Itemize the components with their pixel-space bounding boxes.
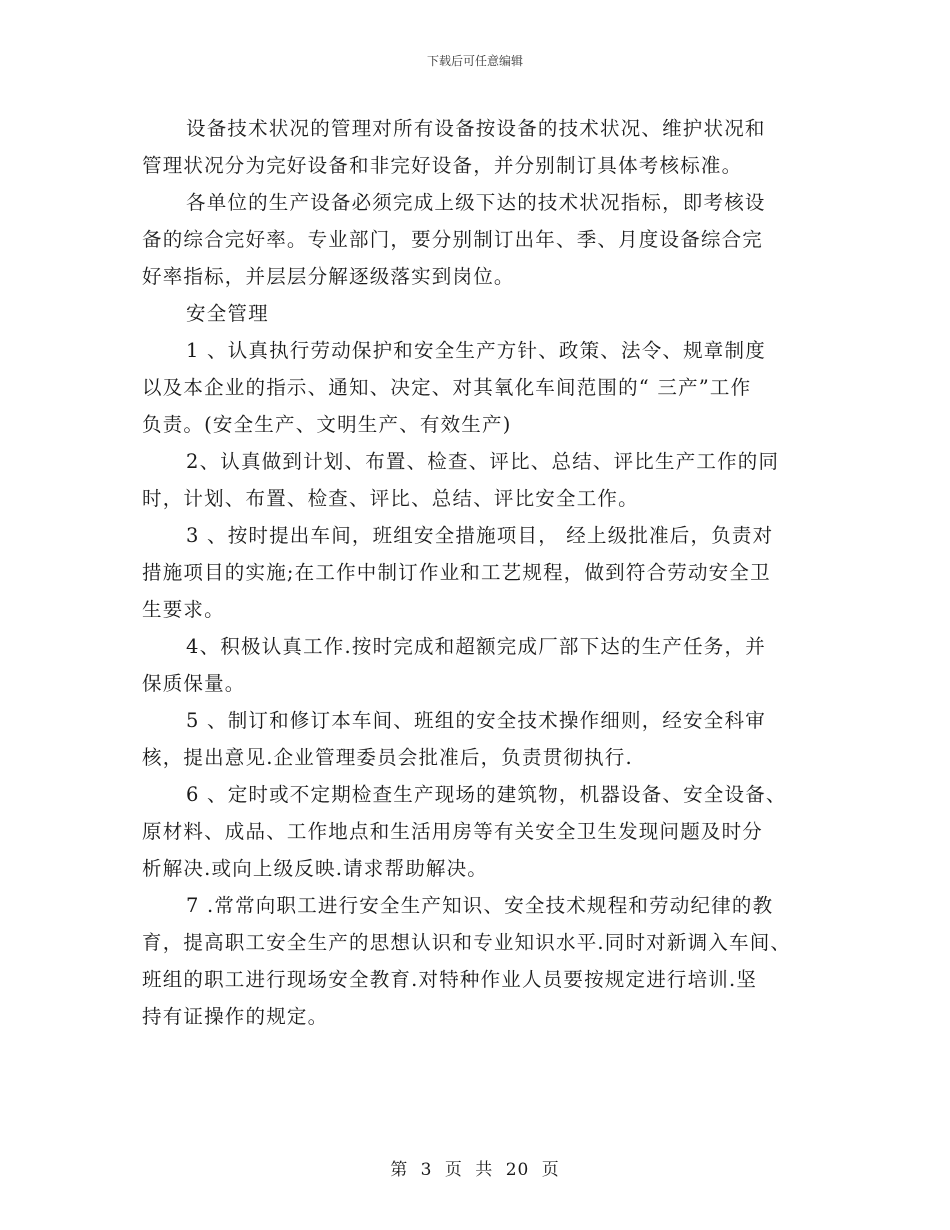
text-line: 管理状况分为完好设备和非完好设备，并分别制订具体考核标准。 <box>142 154 743 177</box>
text-line: 3 、按时提出车间，班组安全措施项目， 经上级批准后，负责对 <box>186 524 774 547</box>
footer-total-pages: 20 <box>505 1160 530 1180</box>
text-line: 育，提高职工安全生产的思想认识和专业知识水平.同时对新调入车间、 <box>142 931 792 954</box>
footer-prefix: 第 <box>390 1160 409 1180</box>
text-line: 4、积极认真工作.按时完成和超额完成厂部下达的生产任务，并 <box>186 635 766 658</box>
footer-page-number: 3 <box>420 1160 433 1180</box>
footer-suffix: 页 <box>541 1160 560 1180</box>
text-line: 析解决.或向上级反映.请求帮助解决。 <box>142 857 488 880</box>
text-line: 设备技术状况的管理对所有设备按设备的技术状况、维护状况和 <box>186 117 766 140</box>
text-line: 安全管理 <box>186 302 269 325</box>
text-line: 负责。(安全生产、文明生产、有效生产) <box>142 413 512 436</box>
text-line: 生要求。 <box>142 598 225 621</box>
text-line: 2、认真做到计划、布置、检查、评比、总结、评比生产工作的同 <box>186 450 780 473</box>
text-line: 保质保量。 <box>142 672 246 695</box>
text-line: 原材料、成品、工作地点和生活用房等有关安全卫生发现问题及时分 <box>142 820 764 843</box>
footer-total-word: 共 <box>475 1160 494 1180</box>
text-line: 7 .常常向职工进行安全生产知识、安全技术规程和劳动纪律的教 <box>186 894 774 917</box>
text-line: 班组的职工进行现场安全教育.对特种作业人员要按规定进行培训.坚 <box>142 968 758 991</box>
text-line: 核，提出意见.企业管理委员会批准后，负责贯彻执行. <box>142 746 633 769</box>
footer-page-word: 页 <box>444 1160 463 1180</box>
text-line: 5 、制订和修订本车间、班组的安全技术操作细则，经安全科审 <box>186 709 766 732</box>
text-line: 时，计划、布置、检查、评比、总结、评比安全工作。 <box>142 487 639 510</box>
page-footer <box>0 1155 950 1180</box>
text-line: 以及本企业的指示、通知、决定、对其氧化车间范围的“ 三产”工作 <box>142 376 752 399</box>
document-body <box>142 110 822 1035</box>
text-line: 好率指标，并层层分解逐级落实到岗位。 <box>142 265 515 288</box>
text-line: 持有证操作的规定。 <box>142 1005 329 1028</box>
page-header: 下载后可任意编辑 <box>426 54 523 68</box>
text-line: 6 、定时或不定期检查生产现场的建筑物，机器设备、安全设备、 <box>186 783 787 806</box>
text-line: 备的综合完好率。专业部门，要分别制订出年、季、月度设备综合完 <box>142 228 764 251</box>
text-line: 各单位的生产设备必须完成上级下达的技术状况指标，即考核设 <box>186 191 766 214</box>
text-line: 措施项目的实施;在工作中制订作业和工艺规程，做到符合劳动安全卫 <box>142 561 771 584</box>
text-line: 1 、认真执行劳动保护和安全生产方针、政策、法令、规章制度 <box>186 339 766 362</box>
